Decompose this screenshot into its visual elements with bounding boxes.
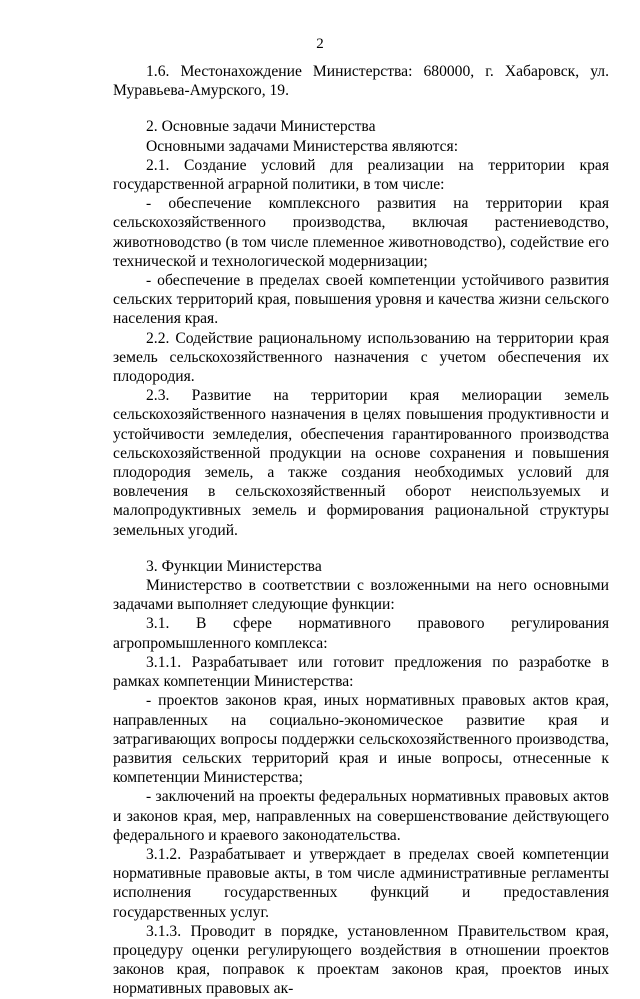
paragraph-2-2: 2.2. Содействие рациональному использованию на территории края земель сельскохозяйственного назначения с учетом обеспечения их плодородия. [113, 329, 609, 386]
section-heading-3: 3. Функции Министерства [146, 557, 322, 575]
paragraph-intro-functions: Министерство в соответствии с возложенными на него основными задачами выполняет следующие функции: [113, 577, 609, 614]
paragraph-3-1-3: 3.1.3. Проводит в порядке, установленном Правительством края, процедуру оценки регулирующего воздействия в отношении проектов законов края, поправок к проектам законов края, проектов иных нормативных правовых ак- [113, 922, 609, 998]
list-item-3-1-1-b: - заключений на проекты федеральных нормативных правовых актов и законов края, мер, направленных на совершенствование действующего федерального и краевого законодательства. [113, 788, 609, 844]
section-gap [113, 100, 609, 117]
paragraph-3-1-1: 3.1.1. Разрабатывает или готовит предложения по разработке в рамках компетенции Министерства: [113, 653, 609, 691]
paragraph-intro-tasks: Основными задачами Министерства являются: [146, 137, 459, 155]
paragraph-2-1: 2.1. Создание условий для реализации на территории края государственной аграрной политики, в том числе: [113, 156, 609, 194]
paragraph-2-3: 2.3. Развитие на территории края мелиорации земель сельскохозяйственного назначения в целях повышения продуктивности и устойчивости земледелия, обеспечения гарантированного производства сельскохозяйственной продукции на основе сохранения и повышения плодородия земель, а также создания необходимых условий для вовлечения в сельскохозяйственный оборот неиспользуемых и малопродуктивных земель и формирования рациональной структуры земельных угодий. [113, 387, 609, 539]
section-heading-2: 2. Основные задачи Министерства [146, 118, 376, 136]
paragraph-3-1: 3.1. В сфере нормативного правового регулирования агропромышленного комплекса: [113, 615, 609, 652]
paragraph-1-6: 1.6. Местонахождение Министерства: 680000, г. Хабаровск, ул. Муравьева-Амурского, 19. [113, 63, 609, 100]
document-body [113, 62, 609, 999]
section-gap [113, 540, 609, 557]
list-item-3-1-1-a: - проектов законов края, иных нормативных правовых актов края, направленных на социально-экономическое развитие края и затрагивающих вопросы поддержки сельскохозяйственного производства, развития сельских территорий края и иные вопросы, отнесенные к компетенции Министерства; [113, 692, 609, 787]
paragraph-3-1-2: 3.1.2. Разрабатывает и утверждает в пределах своей компетенции нормативные правовые акты, в том числе административные регламенты исполнения государственных функций и предоставления государственных услуг. [113, 845, 609, 921]
page-number: 2 [316, 36, 324, 52]
list-item-2-1-b: - обеспечение в пределах своей компетенции устойчивого развития сельских территорий края, повышения уровня и качества жизни сельского населения края. [113, 272, 609, 328]
list-item-2-1-a: - обеспечение комплексного развития на территории края сельскохозяйственного производства, включая растениеводство, животноводство (в том числе племенное животноводство), содействие его технической и технологической модернизации; [113, 195, 609, 270]
